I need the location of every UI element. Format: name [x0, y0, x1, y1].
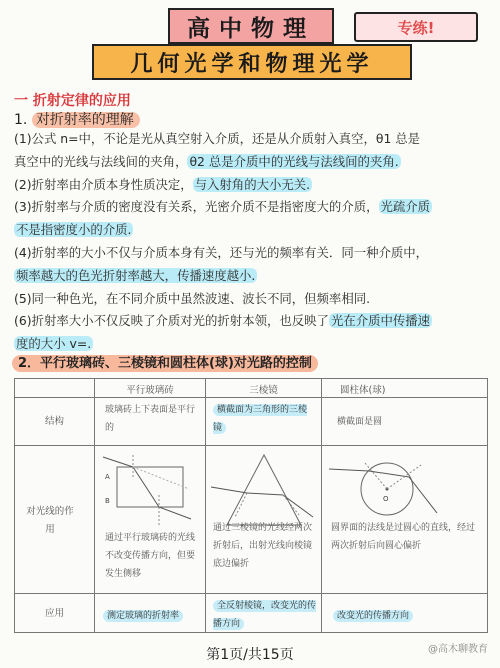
note-text: (4)折射率的大小不仅与介质本身有关，还与光的频率有关．同一种介质中， — [14, 244, 429, 260]
highlighted-text: θ2 总是介质中的光线与法线间的夹角. — [189, 153, 399, 169]
optics-comparison-table — [14, 378, 488, 633]
table-cell — [213, 401, 313, 437]
table-divider — [15, 593, 487, 594]
table-cell: 玻璃砖上下表面是平行的 — [105, 405, 196, 433]
table-divider — [205, 379, 206, 632]
watermark: @高木聊教育 — [428, 644, 488, 655]
highlighted-cell-text: 测定玻璃的折射率 — [103, 610, 183, 622]
refraction-notes — [14, 128, 488, 356]
note-text: (5)同一种色光，在不同介质中虽然波速、波长不同，但频率相同. — [14, 290, 371, 306]
highlighted-text: 度的大小 v=. — [16, 336, 92, 352]
table-header: 圆柱体(球) — [340, 385, 386, 396]
svg-text:B: B — [105, 497, 110, 505]
table-cell: 圆界面的法线是过圆心的直线，经过两次折射后向圆心偏折 — [331, 523, 476, 551]
note-text: (3)折射率与介质的密度没有关系，光密介质不是指密度大的介质， — [14, 199, 379, 215]
note-text: (1)公式 n=中，不论是光从真空射入介质，还是从介质射入真空，θ1 总是 — [14, 131, 421, 146]
highlighted-text: 光疏介质 — [380, 199, 431, 215]
note-text: 真空中的光线与法线间的夹角， — [14, 153, 188, 169]
note-line — [14, 310, 488, 333]
table-cell: 通过三棱镜的光线经两次折射后，出射光线向棱镜底边偏折 — [213, 523, 313, 569]
note-line — [14, 265, 488, 288]
note-line — [14, 151, 488, 174]
table-divider — [321, 379, 322, 632]
note-line — [14, 219, 488, 242]
row-label: 应用 — [44, 608, 64, 619]
page-number: 第1页/共15页 — [206, 647, 294, 663]
table-cell — [213, 597, 317, 633]
table-cell — [333, 607, 483, 625]
table-divider — [94, 379, 95, 632]
table-divider — [15, 397, 487, 398]
note-line — [14, 288, 488, 311]
sub-heading-title: 对折射率的理解 — [32, 112, 140, 128]
table-cell: 通过平行玻璃砖的光线不改变传播方向，但要发生侧移 — [105, 533, 196, 579]
highlighted-cell-text: 全反射棱镜，改变光的传播方向 — [213, 601, 317, 629]
page-title: 高中物理 — [168, 8, 334, 44]
highlighted-text: 光在介质中传播速 — [330, 313, 431, 329]
section2-heading — [12, 352, 318, 371]
note-line — [14, 242, 488, 265]
highlighted-text: 不是指密度小的介质. — [16, 222, 132, 238]
sub-heading — [14, 109, 140, 129]
section2-heading-text: 2．平行玻璃砖、三棱镜和圆柱体(球)对光路的控制 — [12, 355, 318, 372]
note-line — [14, 196, 488, 219]
highlighted-text: 频率越大的色光折射率越大，传播速度越小. — [16, 267, 256, 283]
row-label: 结构 — [44, 416, 64, 427]
note-line — [14, 174, 488, 197]
sub-heading-index: 1. — [14, 112, 28, 128]
practice-tag: 专练! — [354, 12, 478, 42]
note-line — [14, 128, 488, 151]
highlighted-cell-text: 改变光的传播方向 — [333, 610, 413, 622]
glass-slab-diagram — [99, 449, 203, 533]
note-text: (6)折射率大小不仅反映了介质对光的折射本领，也反映了 — [14, 313, 329, 329]
svg-text:A: A — [105, 473, 110, 481]
row-label: 对光线的作用 — [26, 506, 74, 535]
highlighted-cell-text: 横截面为三角形的三棱镜 — [213, 405, 308, 433]
highlighted-text: 与入射角的大小无关. — [194, 176, 311, 192]
table-divider — [15, 445, 487, 446]
note-text: (2)折射率由介质本身性质决定， — [14, 176, 193, 192]
page-subtitle: 几何光学和物理光学 — [92, 44, 412, 80]
table-cell: 横截面是圆 — [337, 417, 383, 427]
table-header: 平行玻璃砖 — [126, 385, 174, 396]
svg-text:O: O — [383, 495, 389, 503]
section-heading: 一 折射定律的应用 — [14, 93, 131, 109]
table-header: 三棱镜 — [249, 385, 278, 396]
table-cell — [103, 607, 203, 625]
